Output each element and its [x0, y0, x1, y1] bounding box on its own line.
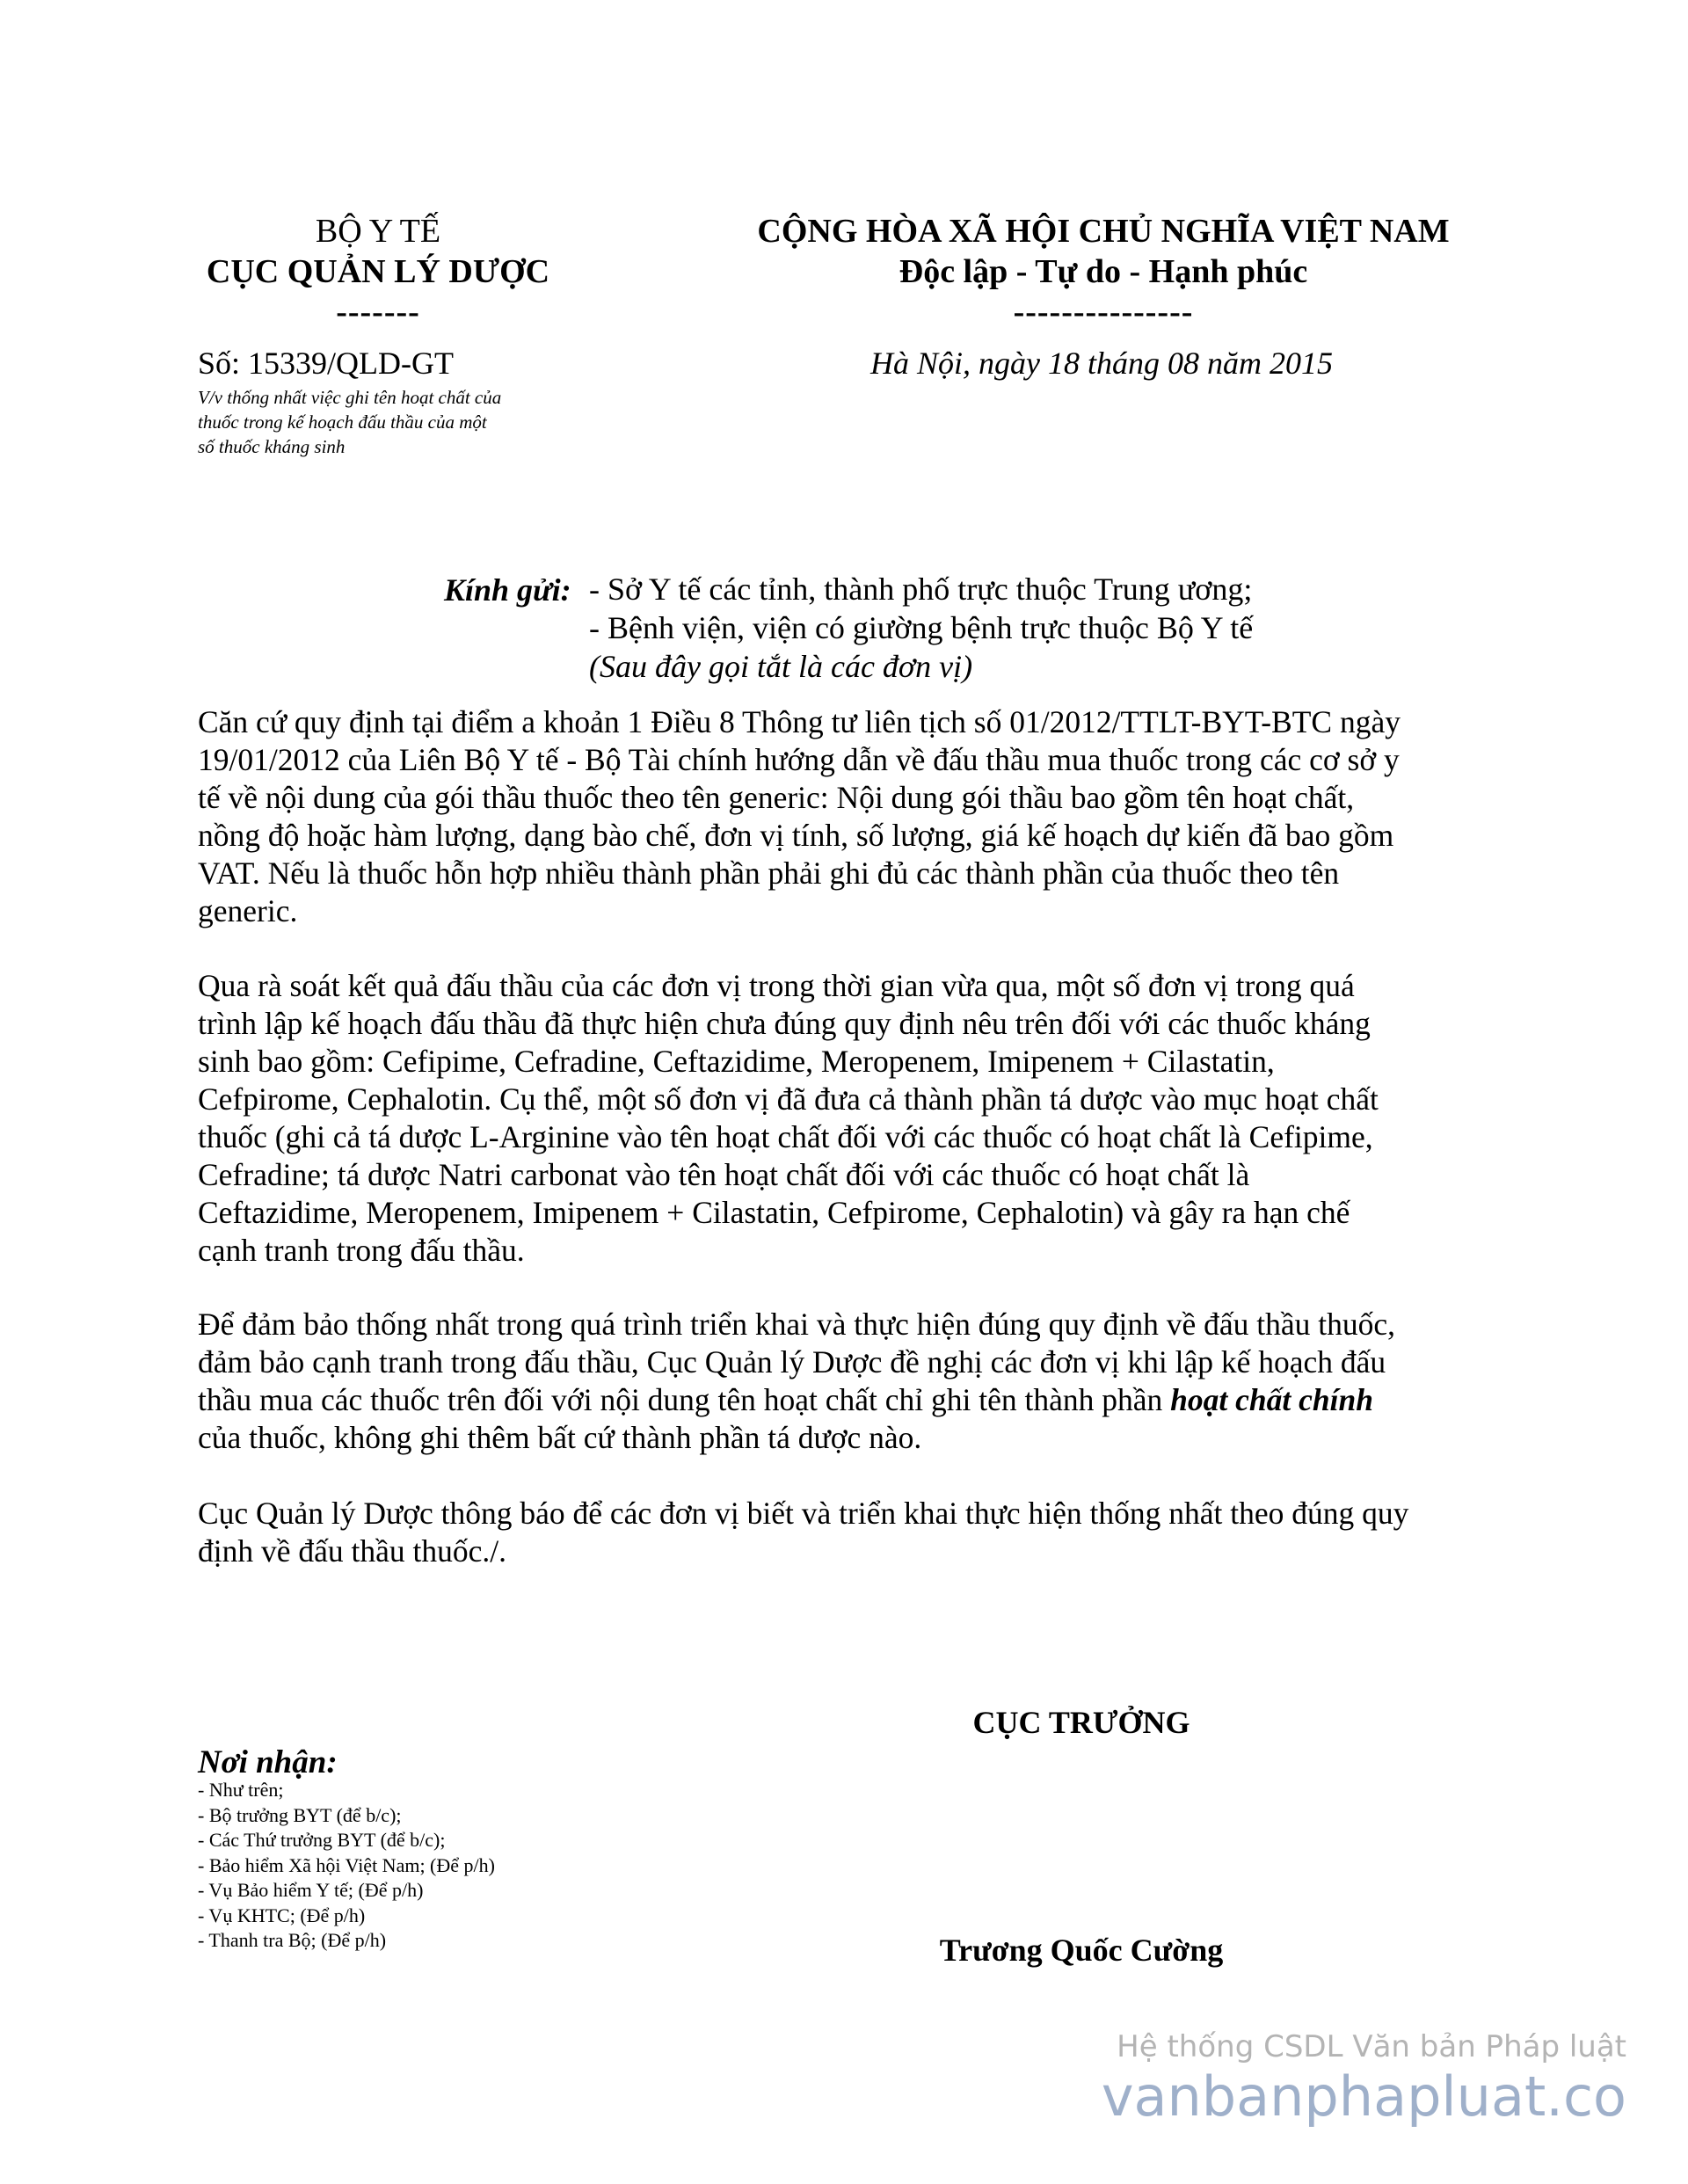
- body-line: định về đấu thầu thuốc./.: [198, 1533, 506, 1569]
- subject-line: số thuốc kháng sinh: [198, 436, 346, 457]
- republic-title: CỘNG HÒA XÃ HỘI CHỦ NGHĨA VIỆT NAM: [757, 213, 1450, 250]
- signer-title: CỤC TRƯỞNG: [972, 1705, 1190, 1740]
- recipient-item: - Vụ KHTC; (Để p/h): [198, 1904, 366, 1926]
- signer-name: Trương Quốc Cường: [939, 1933, 1224, 1968]
- body-line: Căn cứ quy định tại điểm a khoản 1 Điều 8 Thông tư liên tịch số 01/2012/TTLT-BYT-BTC ngày: [198, 704, 1401, 739]
- body-line: đảm bảo cạnh tranh trong đấu thầu, Cục Quản lý Dược đề nghị các đơn vị khi lập kế hoạch đấu: [198, 1344, 1386, 1380]
- body-line: Cefpirome, Cephalotin. Cụ thể, một số đơn vị đã đưa cả thành phần tá dược vào mục hoạt chất: [198, 1081, 1379, 1117]
- body-line: [198, 1381, 1490, 1419]
- motto-divider: ---------------: [1013, 294, 1194, 331]
- addressee-item: - Sở Y tế các tỉnh, thành phố trực thuộc Trung ương;: [589, 571, 1253, 607]
- document-subject: [198, 385, 585, 459]
- document-number: Số: 15339/QLD-GT: [198, 346, 454, 381]
- body-line: Để đảm bảo thống nhất trong quá trình triển khai và thực hiện đúng quy định về đấu thầu thuốc,: [198, 1307, 1396, 1342]
- body-line: Cefradine; tá dược Natri carbonat vào tên hoạt chất đối với các thuốc có hoạt chất là: [198, 1157, 1250, 1192]
- body-paragraph-1: [198, 703, 1490, 930]
- watermark-caption: Hệ thống CSDL Văn bản Pháp luật: [1117, 2029, 1626, 2064]
- addressee-note: (Sau đây gọi tắt là các đơn vị): [589, 649, 973, 684]
- body-line-text: thầu mua các thuốc trên đối với nội dung tên hoạt chất chỉ ghi tên thành phần: [198, 1382, 1171, 1417]
- body-line: VAT. Nếu là thuốc hỗn hợp nhiều thành phần phải ghi đủ các thành phần của thuốc theo tên: [198, 855, 1340, 891]
- body-line: generic.: [198, 893, 298, 928]
- recipients-list: [198, 1778, 495, 1954]
- national-heading: [598, 211, 1609, 332]
- body-line: nồng độ hoặc hàm lượng, dạng bào chế, đơn vị tính, số lượng, giá kế hoạch dự kiến đã bao gồm: [198, 818, 1394, 853]
- national-motto: Độc lập - Tự do - Hạnh phúc: [899, 253, 1308, 290]
- recipient-item: - Vụ Bảo hiểm Y tế; (Để p/h): [198, 1879, 424, 1901]
- subject-line: thuốc trong kế hoạch đấu thầu của một: [198, 411, 487, 433]
- body-paragraph-2: [198, 967, 1490, 1270]
- body-paragraph-3: [198, 1306, 1490, 1457]
- emphasis-active-ingredient: hoạt chất chính: [1170, 1382, 1373, 1417]
- body-line: cạnh tranh trong đấu thầu.: [198, 1233, 525, 1268]
- watermark-site: vanbanphapluat.co: [1101, 2064, 1626, 2129]
- body-line: Cục Quản lý Dược thông báo để các đơn vị biết và triển khai thực hiện thống nhất theo đúng quy: [198, 1496, 1409, 1531]
- body-line: 19/01/2012 của Liên Bộ Y tế - Bộ Tài chính hướng dẫn về đấu thầu mua thuốc trong các cơ sở y: [198, 742, 1400, 777]
- department-name: CỤC QUẢN LÝ DƯỢC: [206, 253, 550, 290]
- recipients-label: Nơi nhận:: [198, 1744, 338, 1780]
- body-line: sinh bao gồm: Cefipime, Cefradine, Ceftazidime, Meropenem, Imipenem + Cilastatin,: [198, 1044, 1275, 1079]
- body-line: Qua rà soát kết quả đấu thầu của các đơn vị trong thời gian vừa qua, một số đơn vị trong quá: [198, 968, 1355, 1003]
- recipient-item: - Thanh tra Bộ; (Để p/h): [198, 1929, 387, 1951]
- document-date: Hà Nội, ngày 18 tháng 08 năm 2015: [870, 346, 1333, 381]
- addressee-label: Kính gửi:: [444, 572, 571, 608]
- body-paragraph-4: [198, 1495, 1490, 1570]
- issuer-block: [158, 211, 598, 332]
- recipient-item: - Bảo hiểm Xã hội Việt Nam; (Để p/h): [198, 1853, 495, 1876]
- body-line: thuốc (ghi cả tá dược L-Arginine vào tên hoạt chất đối với các thuốc có hoạt chất là Cefipime,: [198, 1119, 1373, 1154]
- recipient-item: - Như trên;: [198, 1779, 284, 1801]
- addressee-list: [589, 570, 1253, 686]
- body-line: của thuốc, không ghi thêm bất cứ thành phần tá dược nào.: [198, 1420, 922, 1455]
- body-line: tế về nội dung của gói thầu thuốc theo tên generic: Nội dung gói thầu bao gồm tên hoạt chất,: [198, 780, 1355, 815]
- subject-line: V/v thống nhất việc ghi tên hoạt chất của: [198, 387, 502, 408]
- recipient-item: - Bộ trưởng BYT (để b/c);: [198, 1803, 402, 1826]
- addressee-item: - Bệnh viện, viện có giường bệnh trực thuộc Bộ Y tế: [589, 610, 1254, 645]
- body-line: Ceftazidime, Meropenem, Imipenem + Cilastatin, Cefpirome, Cephalotin) và gây ra hạn chế: [198, 1195, 1350, 1230]
- body-line: trình lập kế hoạch đấu thầu đã thực hiện chưa đúng quy định nêu trên đối với các thuốc kháng: [198, 1006, 1371, 1041]
- issuer-divider: -------: [336, 294, 420, 331]
- recipient-item: - Các Thứ trưởng BYT (để b/c);: [198, 1829, 446, 1851]
- ministry-name: BỘ Y TẾ: [315, 213, 441, 250]
